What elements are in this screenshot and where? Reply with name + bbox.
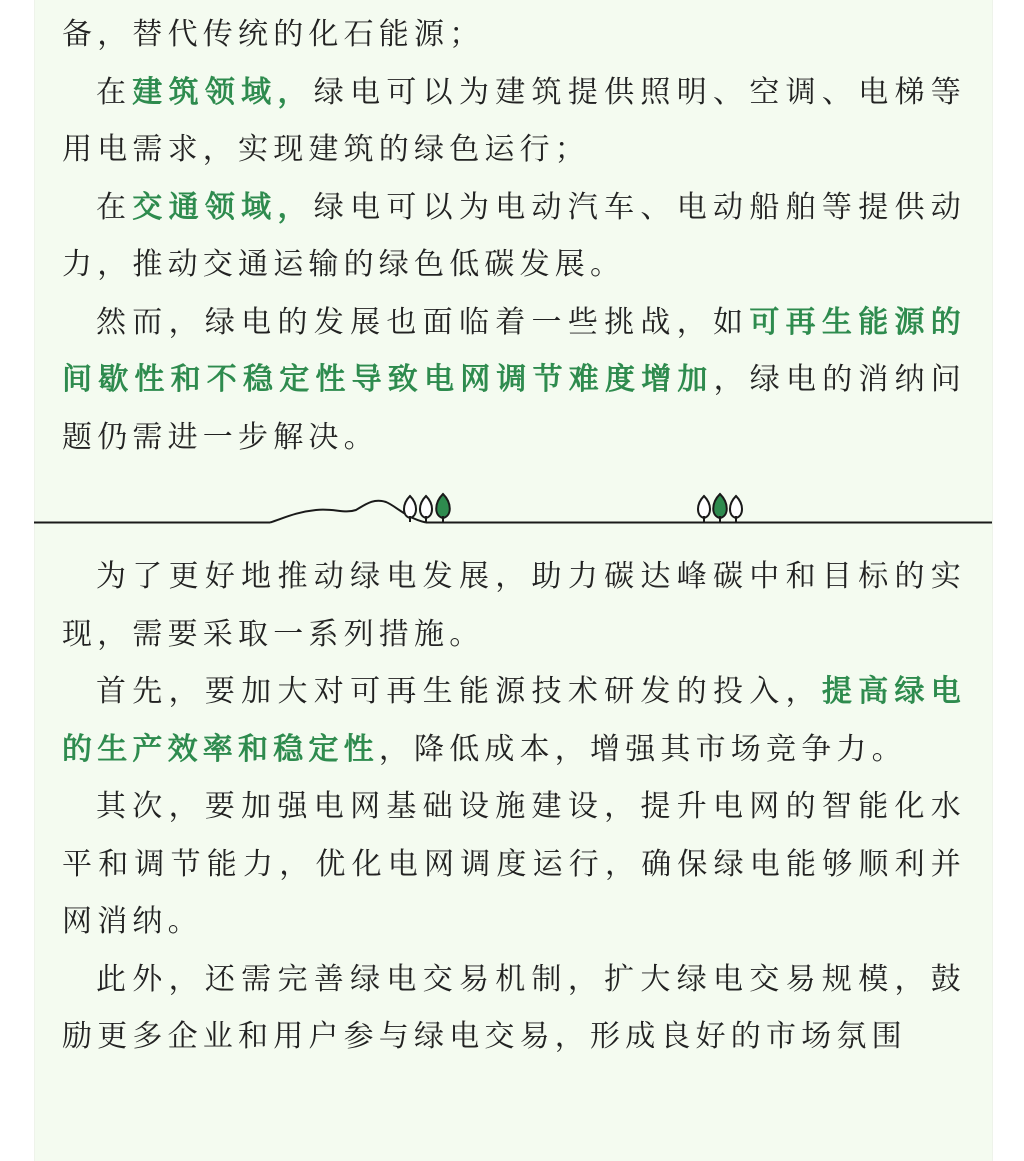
paragraph-measures-intro [62, 548, 966, 663]
paragraph-text: 在 [96, 74, 133, 110]
paragraph-text: 为了更好地推动绿电发展，助力碳达峰碳中和目标的实现，需要采取一系列措施。 [62, 559, 966, 652]
section-divider [34, 488, 992, 528]
paragraph-second [62, 778, 966, 951]
paragraph-text: ，绿电的消纳问题仍需进一步解决。 [62, 362, 966, 455]
highlight-transport: 交通领域， [132, 189, 314, 225]
paragraph-building [62, 64, 966, 179]
paragraph-fossil-energy [62, 6, 966, 64]
paragraph-text: 然而，绿电的发展也面临着一些挑战，如 [96, 304, 750, 340]
tree-icon [730, 496, 742, 522]
paragraph-text: 此外，还需完善绿电交易机制，扩大绿电交易规模，鼓励更多企业和用户参与绿电交易，形成良好的市场氛围 [62, 961, 966, 1054]
paragraph-third [62, 951, 966, 1066]
article-bottom-section [62, 548, 966, 1066]
paragraph-text: 在 [96, 189, 133, 225]
article-top-section [62, 6, 966, 466]
paragraph-first [62, 663, 966, 778]
paragraph-challenges [62, 294, 966, 467]
hill-icon [270, 501, 426, 523]
highlight-building: 建筑领域， [132, 74, 314, 110]
tree-icon [698, 496, 710, 522]
paragraph-text: ，降低成本，增强其市场竞争力。 [378, 731, 907, 767]
highlight-challenge: 可再生能源的间歇性和不稳定性导致电网调节难度增加 [62, 304, 966, 397]
paragraph-text: 备，替代传统的化石能源； [62, 17, 485, 52]
tree-icon [713, 494, 727, 522]
paragraph-text: 绿电可以为电动汽车、电动船舶等提供动力，推动交通运输的绿色低碳发展。 [62, 189, 966, 282]
paragraph-text: 绿电可以为建筑提供照明、空调、电梯等用电需求，实现建筑的绿色运行； [62, 74, 966, 167]
paragraph-text: 首先，要加大对可再生能源技术研发的投入， [96, 674, 822, 709]
tree-icon [420, 496, 432, 522]
tree-icon [436, 494, 450, 522]
paragraph-transport [62, 179, 966, 294]
highlight-efficiency: 提高绿电的生产效率和稳定性 [62, 674, 966, 767]
paragraph-text: 其次，要加强电网基础设施建设，提升电网的智能化水平和调节能力，优化电网调度运行，确保绿电能够顺利并网消纳。 [62, 789, 966, 939]
